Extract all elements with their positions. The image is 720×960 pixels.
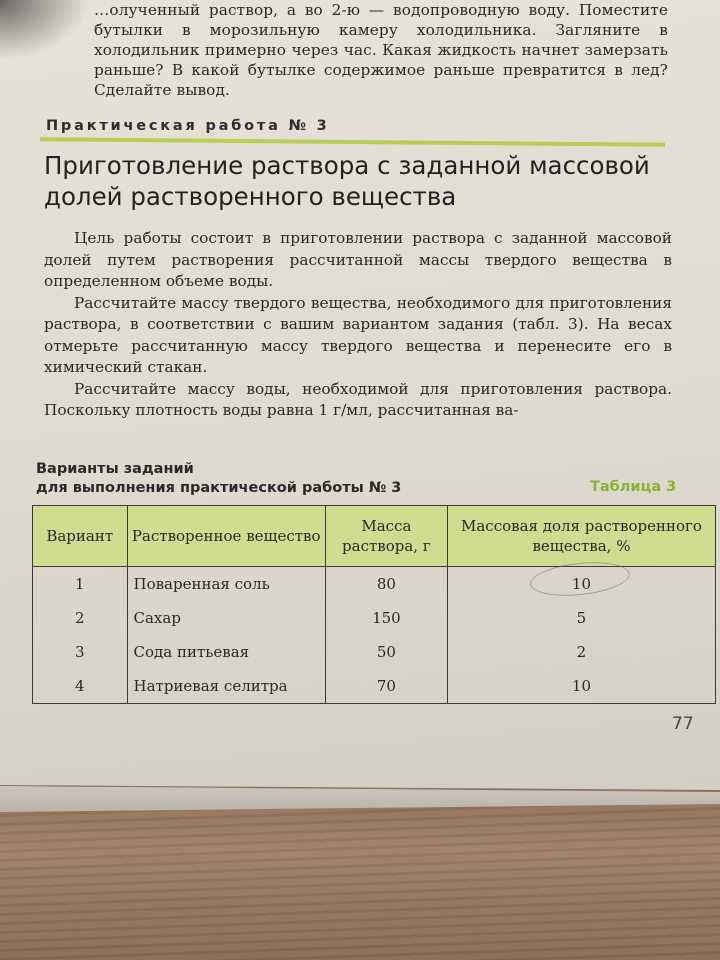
table-number: Таблица 3	[590, 479, 677, 495]
cell-mass-fraction: 5	[447, 601, 715, 635]
cell-variant: 2	[33, 601, 128, 635]
body-text	[44, 228, 672, 422]
cell-mass-fraction: 2	[447, 635, 715, 669]
cell-substance: Сода питьевая	[127, 635, 325, 669]
paragraph-water-mass: Рассчитайте массу воды, необходимой для приготовления раствора. Поскольку плотность воды равна 1 г/мл, рассчитанная ва-	[44, 379, 672, 419]
table-title	[36, 460, 401, 498]
paragraph-goal: Цель работы состоит в приготовлении раствора с заданной массовой долей путем растворения рассчитанной массы твердого вещества в определенном объеме воды.	[44, 229, 672, 290]
table-title-line2: для выполнения практической работы № 3	[36, 480, 402, 496]
table-title-line1: Варианты заданий	[36, 461, 194, 477]
variants-table	[32, 505, 716, 704]
cell-substance: Натриевая селитра	[127, 669, 325, 704]
cell-solution-mass: 150	[325, 601, 447, 635]
cell-mass-fraction: 10	[447, 567, 715, 602]
cell-solution-mass: 80	[325, 567, 447, 602]
paragraph-solid-mass: Рассчитайте массу твердого вещества, необходимого для приготовления раствора, в соответствии с вашим вариантом задания (табл. 3). На весах отмерьте рассчитанную массу твердого вещества и перенесите его в химический стакан.	[44, 293, 672, 376]
header-solution-mass: Масса раствора, г	[325, 506, 447, 567]
cell-substance: Поваренная соль	[127, 567, 325, 602]
table-header-row	[33, 506, 716, 567]
work-label: Практическая работа № 3	[46, 118, 330, 134]
header-substance: Растворенное вещество	[127, 506, 325, 567]
cell-mass-fraction: 10	[447, 669, 715, 704]
cell-solution-mass: 50	[325, 635, 447, 669]
cell-variant: 3	[33, 635, 128, 669]
page-number: 77	[672, 714, 694, 734]
table-row	[33, 601, 716, 635]
table-row	[33, 635, 716, 669]
cell-substance: Сахар	[127, 601, 325, 635]
table-row	[33, 669, 716, 704]
cell-solution-mass: 70	[325, 669, 447, 704]
header-mass-fraction: Массовая доля растворенного вещества, %	[447, 506, 715, 567]
finger-shadow	[0, 0, 90, 60]
intro-text: …олученный раствор, а во 2-ю — водопроводную воду. Поместите бутылки в морозильную камеру холодильника. Загляните в холодильник примерно через час. Какая жидкость начнет замерзать раньше? В какой бутылке содержимое раньше превратится в лед? Сделайте вывод.	[94, 1, 668, 99]
page-title: Приготовление раствора с заданной массовой долей растворенного вещества	[44, 151, 650, 211]
cell-variant: 1	[33, 567, 128, 602]
cell-variant: 4	[33, 669, 128, 704]
header-variant: Вариант	[33, 506, 128, 567]
